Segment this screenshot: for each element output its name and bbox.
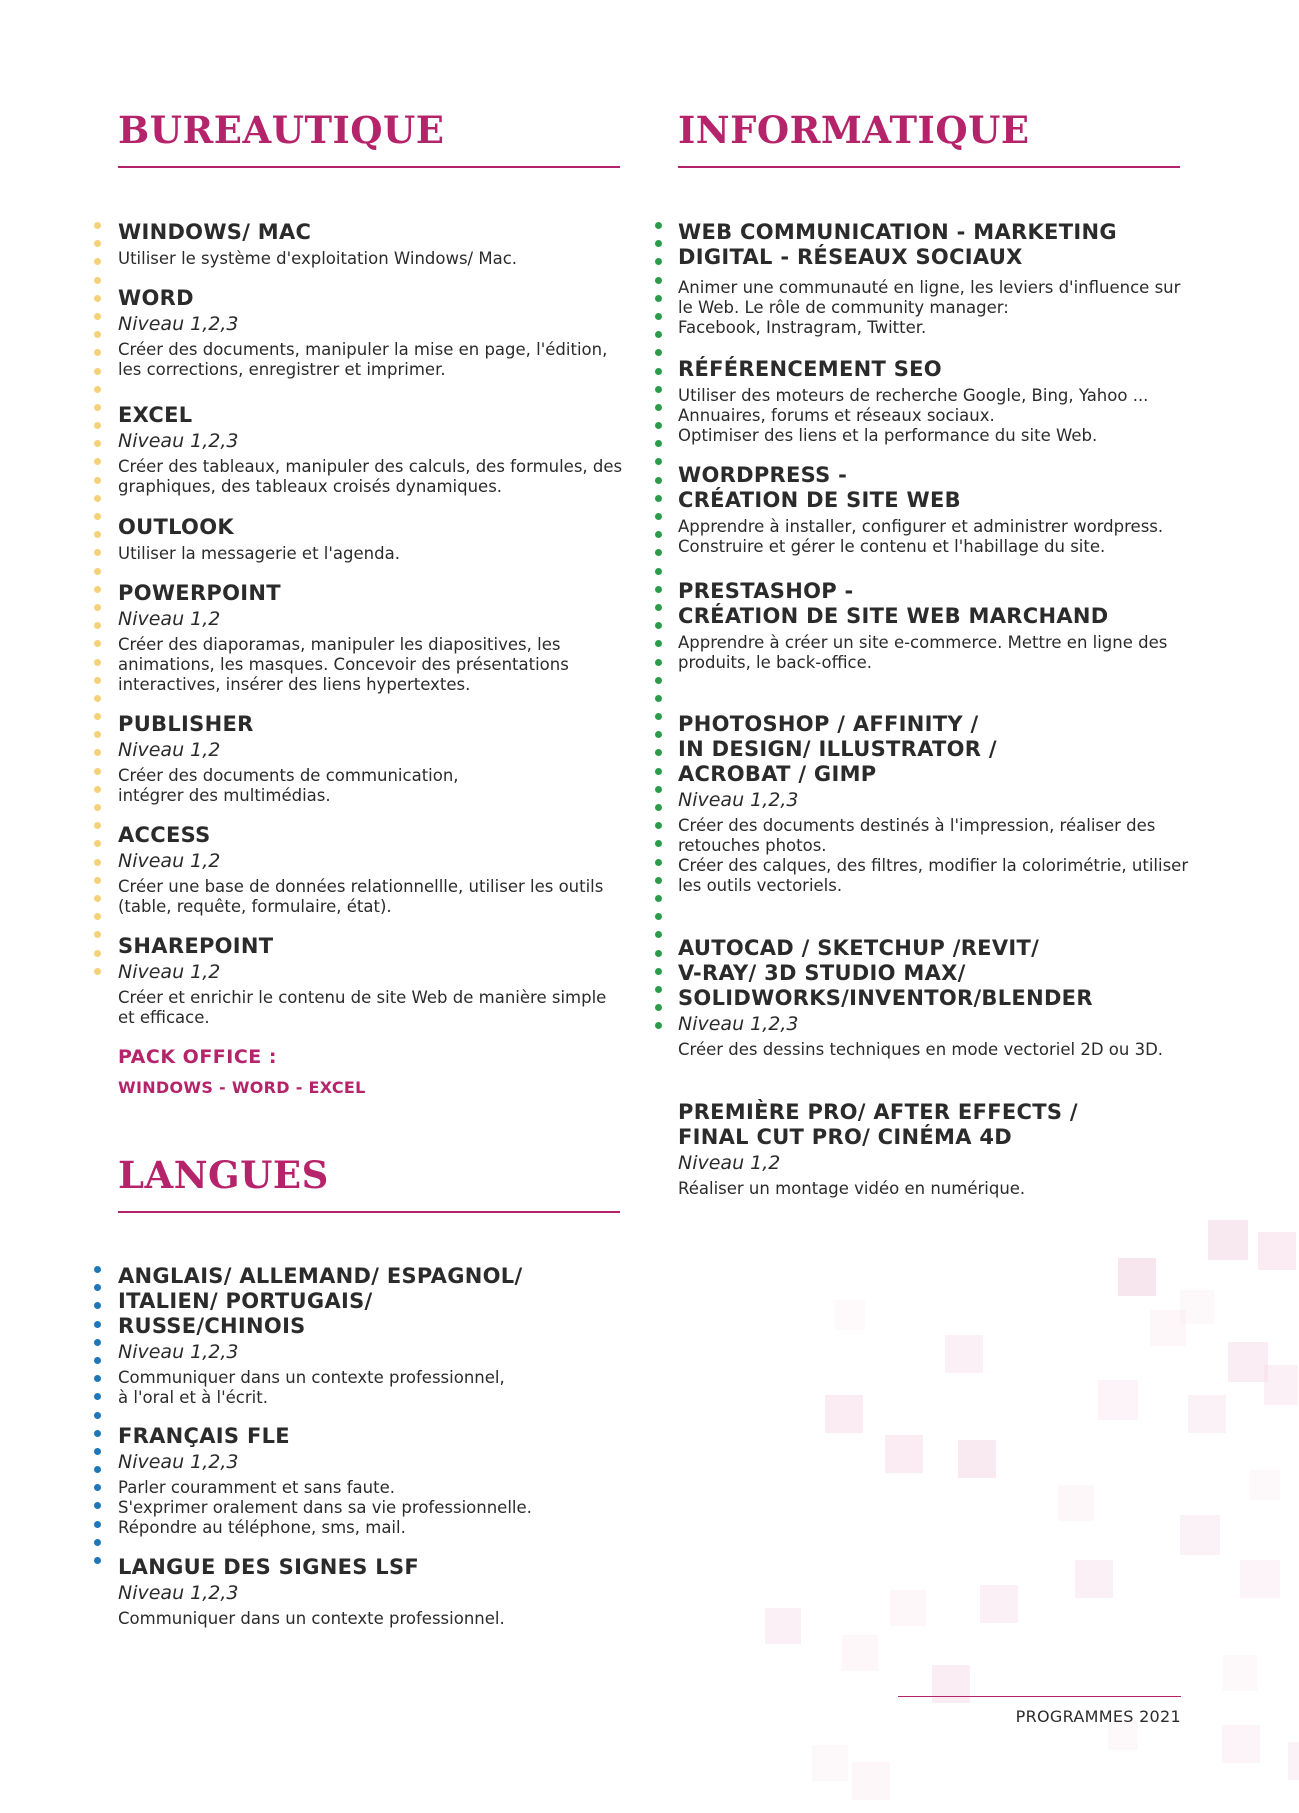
course-title: WEB COMMUNICATION - MARKETING DIGITAL - RÉSEAUX SOCIAUX <box>678 220 1117 269</box>
course-description: Apprendre à installer, configurer et administrer wordpress. Construire et gérer le contenu et l'habillage du site. <box>678 517 1164 556</box>
course-item <box>678 463 1163 557</box>
course-level: Niveau 1,2,3 <box>678 1013 799 1035</box>
course-item <box>118 1264 522 1408</box>
footer-divider <box>898 1696 1181 1697</box>
course-level: Niveau 1,2 <box>118 961 221 983</box>
course-title: POWERPOINT <box>118 581 281 605</box>
course-title: WORD <box>118 286 194 310</box>
course-description: Communiquer dans un contexte professionnel. <box>118 1609 505 1628</box>
course-description: Créer des tableaux, manipuler des calculs, des formules, des graphiques, des tableaux croisés dynamiques. <box>118 457 623 496</box>
course-description: Créer des documents destinés à l'impression, réaliser des retouches photos. Créer des calques, des filtres, modifier la colorimétrie, utiliser les outils vectoriels. <box>678 816 1189 895</box>
course-title: WORDPRESS - CRÉATION DE SITE WEB <box>678 463 961 512</box>
course-item <box>118 712 459 806</box>
bullet-dots-langues <box>94 1266 101 1564</box>
course-description: Créer et enrichir le contenu de site Web de manière simple et efficace. <box>118 988 607 1027</box>
course-item <box>678 1100 1078 1199</box>
course-item <box>118 286 607 380</box>
course-item <box>118 515 400 564</box>
course-title: FRANÇAIS FLE <box>118 1424 290 1448</box>
course-item <box>118 934 606 1028</box>
pack-office-subtitle: WINDOWS - WORD - EXCEL <box>118 1078 366 1097</box>
section-title-informatique: INFORMATIQUE <box>678 108 1030 152</box>
course-item <box>678 220 1180 338</box>
course-title: SHAREPOINT <box>118 934 274 958</box>
section-title-langues: LANGUES <box>118 1153 329 1197</box>
course-description: Utiliser la messagerie et l'agenda. <box>118 544 400 563</box>
section-title-bureautique: BUREAUTIQUE <box>118 108 445 152</box>
pack-office <box>118 1046 366 1097</box>
course-description: Créer des diaporamas, manipuler les diapositives, les animations, les masques. Concevoir des présentations interactives, insérer des liens hypertextes. <box>118 635 569 694</box>
course-title: PRESTASHOP - CRÉATION DE SITE WEB MARCHAND <box>678 579 1109 628</box>
footer-label: PROGRAMMES 2021 <box>1015 1707 1181 1726</box>
course-level: Niveau 1,2 <box>678 1152 781 1174</box>
course-description: Utiliser des moteurs de recherche Google, Bing, Yahoo ... Annuaires, forums et réseaux sociaux. Optimiser des liens et la performance du site Web. <box>678 386 1149 445</box>
bullet-dots-informatique <box>655 222 662 1029</box>
bullet-dots-bureautique <box>94 222 101 975</box>
course-level: Niveau 1,2,3 <box>118 1451 239 1473</box>
course-item <box>678 579 1167 673</box>
course-title: ACCESS <box>118 823 211 847</box>
pack-office-title: PACK OFFICE : <box>118 1046 277 1068</box>
course-level: Niveau 1,2,3 <box>118 313 239 335</box>
course-item <box>678 936 1163 1060</box>
course-level: Niveau 1,2,3 <box>118 1582 239 1604</box>
course-description: Créer une base de données relationnellle, utiliser les outils (table, requête, formulaire, état). <box>118 877 604 916</box>
course-description: Créer des documents de communication, intégrer des multimédias. <box>118 766 459 805</box>
course-description: Réaliser un montage vidéo en numérique. <box>678 1179 1026 1198</box>
course-level: Niveau 1,2,3 <box>118 430 239 452</box>
course-title: PUBLISHER <box>118 712 254 736</box>
course-level: Niveau 1,2,3 <box>118 1341 239 1363</box>
course-item <box>118 823 603 917</box>
course-level: Niveau 1,2 <box>118 739 221 761</box>
divider-bureautique <box>118 166 620 168</box>
course-title: WINDOWS/ MAC <box>118 220 312 244</box>
course-description: Créer des documents, manipuler la mise en page, l'édition, les corrections, enregistrer et imprimer. <box>118 340 608 379</box>
course-title: AUTOCAD / SKETCHUP /REVIT/ V-RAY/ 3D STUDIO MAX/ SOLIDWORKS/INVENTOR/BLENDER <box>678 936 1093 1010</box>
course-title: RÉFÉRENCEMENT SEO <box>678 357 942 381</box>
course-item <box>678 357 1148 446</box>
course-item <box>118 220 517 269</box>
course-title: OUTLOOK <box>118 515 234 539</box>
course-item <box>118 1424 532 1538</box>
course-description: Communiquer dans un contexte professionnel, à l'oral et à l'écrit. <box>118 1368 505 1407</box>
course-level: Niveau 1,2,3 <box>678 789 799 811</box>
divider-langues <box>118 1211 620 1213</box>
course-item <box>118 403 622 497</box>
course-level: Niveau 1,2 <box>118 850 221 872</box>
course-title: EXCEL <box>118 403 193 427</box>
course-item <box>678 712 1188 896</box>
course-description: Utiliser le système d'exploitation Windows/ Mac. <box>118 249 518 268</box>
course-title: ANGLAIS/ ALLEMAND/ ESPAGNOL/ ITALIEN/ PORTUGAIS/ RUSSE/CHINOIS <box>118 1264 523 1338</box>
course-description: Animer une communauté en ligne, les leviers d'influence sur le Web. Le rôle de community manager: Facebook, Instragram, Twitter. <box>678 278 1181 337</box>
course-description: Créer des dessins techniques en mode vectoriel 2D ou 3D. <box>678 1040 1164 1059</box>
course-title: PREMIÈRE PRO/ AFTER EFFECTS / FINAL CUT PRO/ CINÉMA 4D <box>678 1100 1078 1149</box>
course-item <box>118 1555 505 1629</box>
course-description: Apprendre à créer un site e-commerce. Mettre en ligne des produits, le back-office. <box>678 633 1168 672</box>
divider-informatique <box>678 166 1180 168</box>
course-description: Parler couramment et sans faute. S'exprimer oralement dans sa vie professionnelle. Répondre au téléphone, sms, mail. <box>118 1478 532 1537</box>
course-title: LANGUE DES SIGNES LSF <box>118 1555 420 1579</box>
course-item <box>118 581 569 695</box>
course-title: PHOTOSHOP / AFFINITY / IN DESIGN/ ILLUSTRATOR / ACROBAT / GIMP <box>678 712 997 786</box>
course-level: Niveau 1,2 <box>118 608 221 630</box>
